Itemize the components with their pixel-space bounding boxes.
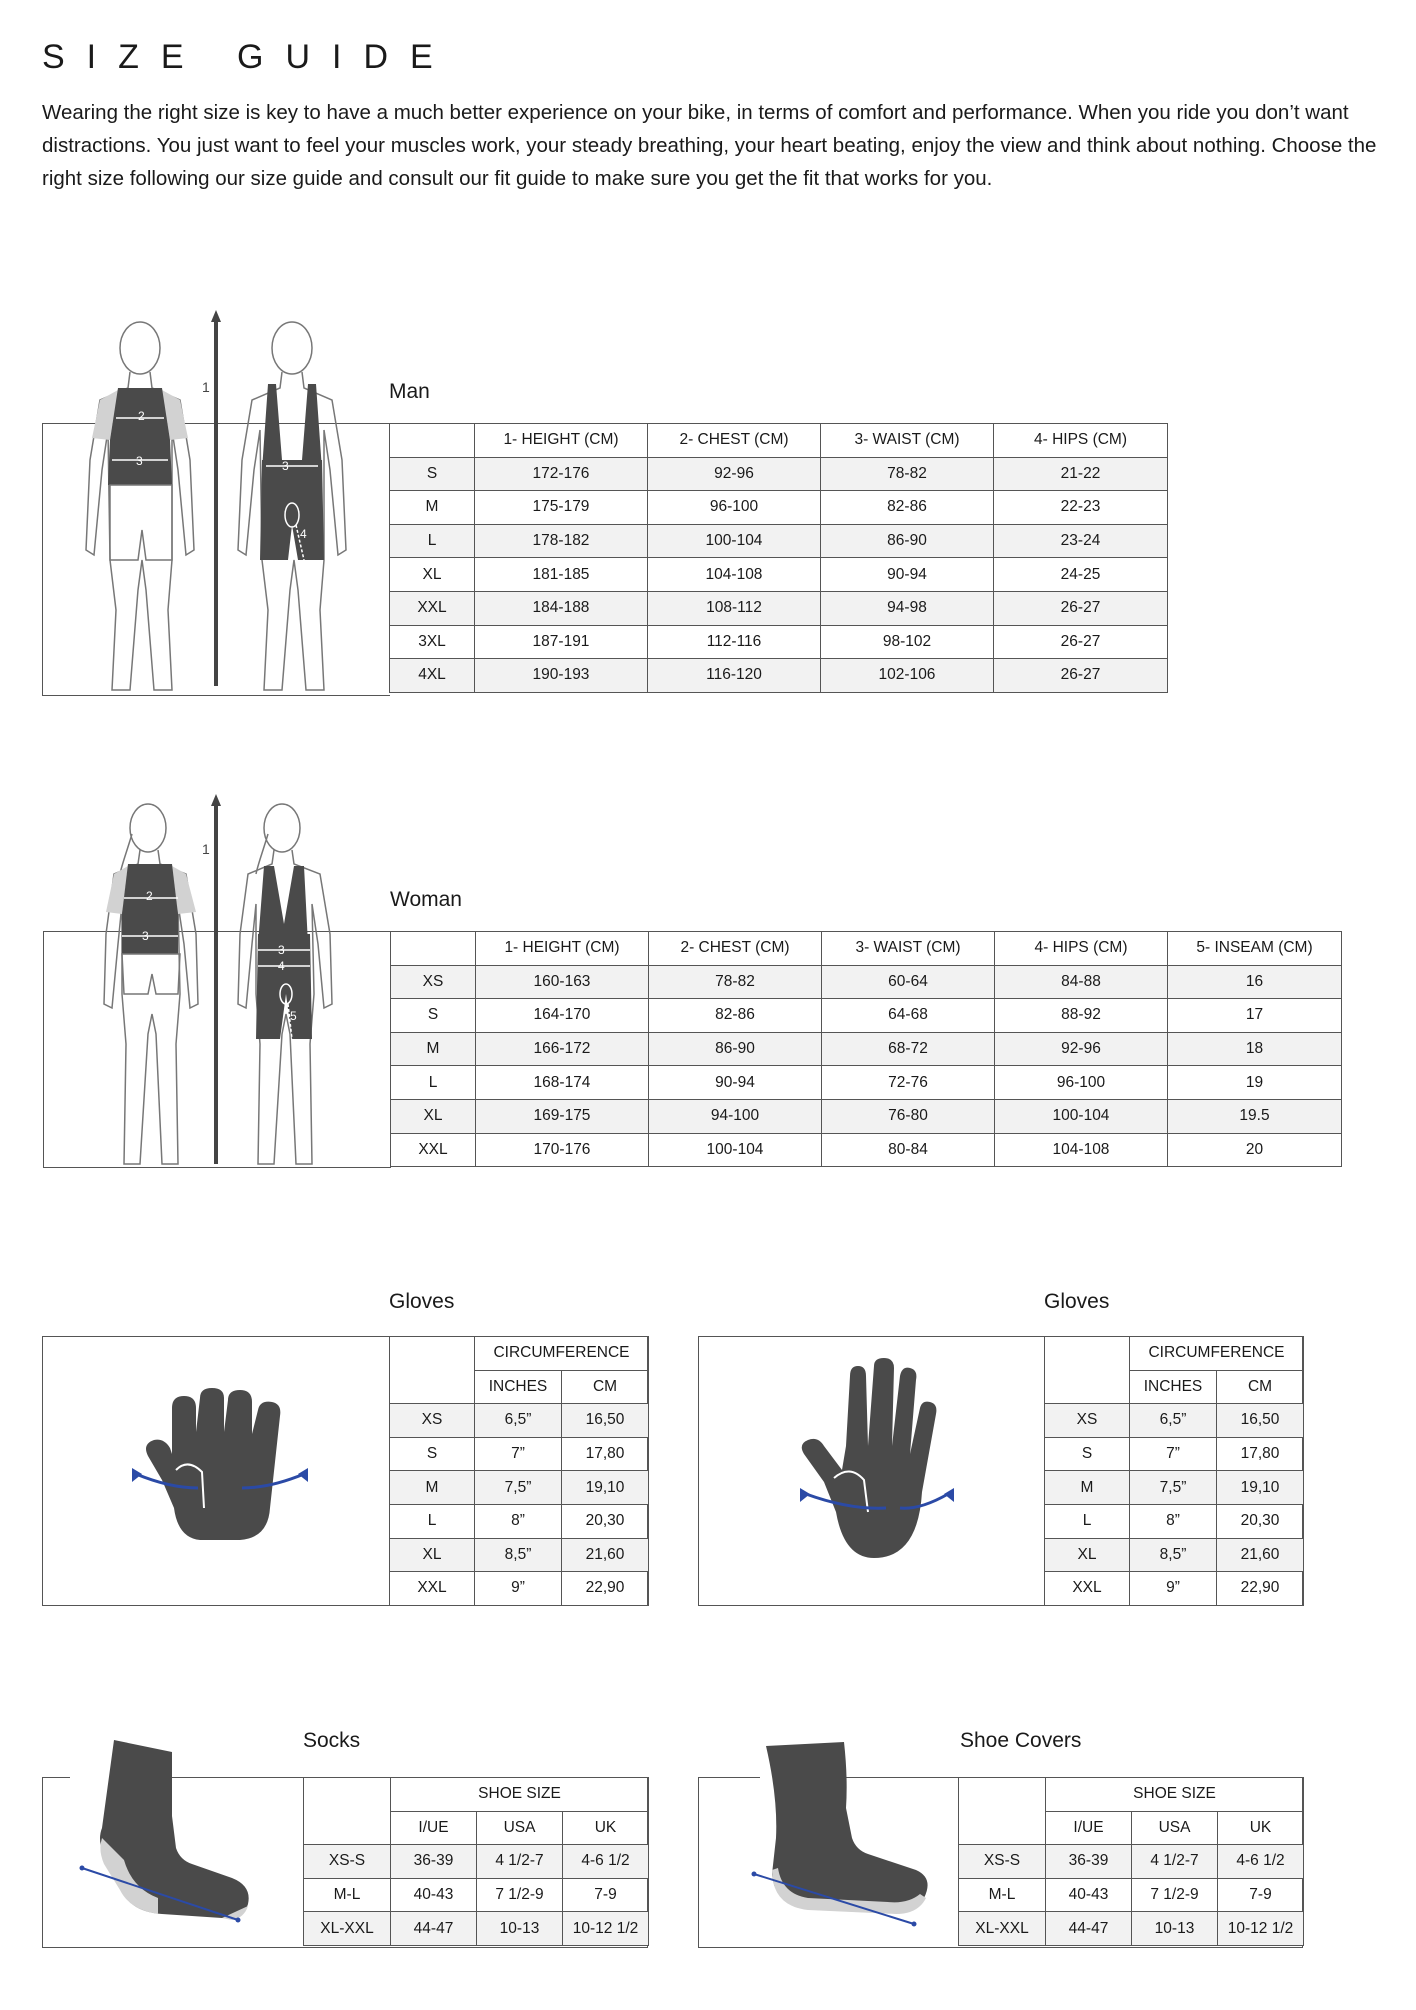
table-cell: 19,10	[562, 1471, 649, 1505]
table-row	[391, 999, 1342, 1033]
svg-text:3: 3	[136, 454, 143, 468]
table-row	[391, 1099, 1342, 1133]
table-cell: XS-S	[304, 1845, 391, 1879]
empty-cell	[959, 1778, 1046, 1845]
table-cell: 170-176	[476, 1133, 649, 1167]
table-row	[390, 1538, 649, 1572]
man-bib-straps	[262, 384, 322, 470]
table-header-row	[1045, 1337, 1304, 1371]
table-cell: XXL	[390, 591, 475, 625]
table-row	[1045, 1538, 1304, 1572]
table-cell: L	[391, 1066, 476, 1100]
table-cell: 94-98	[821, 591, 994, 625]
man-size-table	[389, 423, 1168, 693]
table-row	[390, 457, 1168, 491]
table-cell: 6,5”	[475, 1404, 562, 1438]
table-cell: XS	[391, 965, 476, 999]
column-header: I/UE	[1046, 1811, 1132, 1845]
group-header: CIRCUMFERENCE	[475, 1337, 649, 1371]
table-cell: 78-82	[821, 457, 994, 491]
table-cell: 22,90	[1217, 1572, 1304, 1606]
table-cell: XXL	[1045, 1572, 1130, 1606]
table-row	[390, 491, 1168, 525]
table-cell: 96-100	[995, 1066, 1168, 1100]
table-header-row	[391, 932, 1342, 966]
column-header: 4- HIPS (CM)	[995, 932, 1168, 966]
table-cell: 10-12 1/2	[563, 1912, 649, 1946]
table-cell: 187-191	[475, 625, 648, 659]
table-cell: 17,80	[1217, 1437, 1304, 1471]
table-cell: 16	[1168, 965, 1342, 999]
table-cell: L	[390, 524, 475, 558]
table-cell: 190-193	[475, 659, 648, 693]
table-cell: 44-47	[391, 1912, 477, 1946]
table-cell: 92-96	[648, 457, 821, 491]
table-cell: 172-176	[475, 457, 648, 491]
empty-cell	[304, 1778, 391, 1845]
table-cell: 86-90	[821, 524, 994, 558]
table-cell: 72-76	[822, 1066, 995, 1100]
table-cell: 7-9	[1218, 1878, 1304, 1912]
gloves-short-label: Gloves	[389, 1290, 455, 1313]
table-row	[390, 1471, 649, 1505]
shoe-covers-table	[958, 1777, 1304, 1946]
table-cell: 40-43	[1046, 1878, 1132, 1912]
column-header: 4- HIPS (CM)	[994, 424, 1168, 458]
table-cell: 17	[1168, 999, 1342, 1033]
table-cell: 60-64	[822, 965, 995, 999]
table-cell: M	[390, 491, 475, 525]
table-cell: 3XL	[390, 625, 475, 659]
table-cell: 4XL	[390, 659, 475, 693]
shoe-cover-icon	[748, 1738, 938, 1928]
table-cell: M-L	[959, 1878, 1046, 1912]
table-cell: S	[391, 999, 476, 1033]
group-header: CIRCUMFERENCE	[1130, 1337, 1304, 1371]
table-cell: 17,80	[562, 1437, 649, 1471]
table-cell: M	[391, 1032, 476, 1066]
table-cell: 86-90	[649, 1032, 822, 1066]
table-cell: 7”	[1130, 1437, 1217, 1471]
table-cell: 10-12 1/2	[1218, 1912, 1304, 1946]
full-finger-glove-icon	[790, 1362, 960, 1562]
table-cell: 82-86	[821, 491, 994, 525]
intro-paragraph: Wearing the right size is key to have a much better experience on your bike, in terms of comfort and performance. When you ride you don’t want distractions. You just want to feel your muscles work, your steady breathing, your heart beating, enjoy the view and think about nothing. Choose the right size following our size guide and consult our fit guide to make sure you get the fit that works for you.	[42, 101, 1377, 190]
empty-cell	[390, 1337, 475, 1404]
table-cell: 7 1/2-9	[1132, 1878, 1218, 1912]
table-row	[304, 1912, 649, 1946]
svg-text:3: 3	[142, 929, 149, 943]
table-cell: 82-86	[649, 999, 822, 1033]
svg-text:5: 5	[290, 1009, 297, 1023]
table-row	[959, 1845, 1304, 1879]
table-row	[1045, 1404, 1304, 1438]
table-header-row	[390, 1337, 649, 1371]
table-cell: 26-27	[994, 591, 1168, 625]
table-cell: 178-182	[475, 524, 648, 558]
table-row	[391, 1133, 1342, 1167]
group-header: SHOE SIZE	[391, 1778, 649, 1812]
table-cell: 116-120	[648, 659, 821, 693]
socks-label: Socks	[303, 1729, 361, 1752]
table-row	[1045, 1471, 1304, 1505]
table-cell: XS	[390, 1404, 475, 1438]
column-header: CM	[562, 1370, 649, 1404]
table-cell: 64-68	[822, 999, 995, 1033]
table-cell: XL-XXL	[959, 1912, 1046, 1946]
fingerless-glove-icon	[130, 1388, 310, 1548]
man-jersey	[108, 388, 172, 485]
table-cell: 9”	[1130, 1572, 1217, 1606]
table-cell: XL	[390, 1538, 475, 1572]
socks-table	[303, 1777, 649, 1946]
page-title: SIZE GUIDE	[42, 38, 455, 76]
table-cell: XL	[1045, 1538, 1130, 1572]
column-header: 3- WAIST (CM)	[822, 932, 995, 966]
table-cell: XL	[390, 558, 475, 592]
table-cell: 6,5”	[1130, 1404, 1217, 1438]
table-cell: 19.5	[1168, 1099, 1342, 1133]
table-cell: XXL	[391, 1133, 476, 1167]
table-cell: S	[390, 457, 475, 491]
table-cell: XL	[391, 1099, 476, 1133]
table-cell: 7,5”	[475, 1471, 562, 1505]
table-cell: 22,90	[562, 1572, 649, 1606]
svg-text:2: 2	[138, 409, 145, 423]
man-label: Man	[389, 380, 430, 403]
column-header: INCHES	[1130, 1370, 1217, 1404]
table-row	[304, 1845, 649, 1879]
table-cell: 8,5”	[475, 1538, 562, 1572]
table-cell: 100-104	[995, 1099, 1168, 1133]
woman-size-table	[390, 931, 1342, 1167]
group-header: SHOE SIZE	[1046, 1778, 1304, 1812]
table-cell: 10-13	[1132, 1912, 1218, 1946]
table-cell: 36-39	[1046, 1845, 1132, 1879]
table-cell: L	[1045, 1504, 1130, 1538]
table-cell: 166-172	[476, 1032, 649, 1066]
svg-text:1: 1	[202, 841, 210, 857]
svg-text:4: 4	[278, 959, 285, 973]
table-cell: 21,60	[562, 1538, 649, 1572]
table-cell: 98-102	[821, 625, 994, 659]
column-header: USA	[1132, 1811, 1218, 1845]
table-cell: 26-27	[994, 659, 1168, 693]
table-cell: 100-104	[649, 1133, 822, 1167]
table-row	[390, 558, 1168, 592]
table-row	[390, 1504, 649, 1538]
table-cell: 104-108	[648, 558, 821, 592]
table-cell: 181-185	[475, 558, 648, 592]
gloves-short-table	[389, 1336, 649, 1606]
column-header: UK	[563, 1811, 649, 1845]
table-cell: 8”	[1130, 1504, 1217, 1538]
table-row	[390, 524, 1168, 558]
svg-text:3: 3	[278, 943, 285, 957]
column-header: I/UE	[391, 1811, 477, 1845]
table-cell: 4 1/2-7	[1132, 1845, 1218, 1879]
table-cell: 20,30	[1217, 1504, 1304, 1538]
table-row	[390, 591, 1168, 625]
table-header-row	[390, 424, 1168, 458]
table-cell: 96-100	[648, 491, 821, 525]
table-row	[959, 1912, 1304, 1946]
table-cell: 108-112	[648, 591, 821, 625]
table-row	[391, 965, 1342, 999]
table-row	[391, 1032, 1342, 1066]
table-cell: 68-72	[822, 1032, 995, 1066]
table-cell: 20	[1168, 1133, 1342, 1167]
table-cell: 4-6 1/2	[563, 1845, 649, 1879]
column-header: CM	[1217, 1370, 1304, 1404]
table-cell: 23-24	[994, 524, 1168, 558]
shoe-covers-label: Shoe Covers	[960, 1729, 1082, 1752]
table-cell: 21,60	[1217, 1538, 1304, 1572]
table-header-row	[959, 1778, 1304, 1812]
table-cell: 164-170	[476, 999, 649, 1033]
table-cell: M	[1045, 1471, 1130, 1505]
table-cell: 84-88	[995, 965, 1168, 999]
table-row	[390, 1437, 649, 1471]
table-row	[390, 625, 1168, 659]
table-row	[304, 1878, 649, 1912]
table-cell: 7 1/2-9	[477, 1878, 563, 1912]
table-row	[1045, 1437, 1304, 1471]
table-cell: 88-92	[995, 999, 1168, 1033]
column-header: 5- INSEAM (CM)	[1168, 932, 1342, 966]
table-cell: 100-104	[648, 524, 821, 558]
table-row	[390, 1572, 649, 1606]
table-row	[390, 659, 1168, 693]
table-cell: 160-163	[476, 965, 649, 999]
table-cell: 76-80	[822, 1099, 995, 1133]
table-cell: 40-43	[391, 1878, 477, 1912]
table-cell: 92-96	[995, 1032, 1168, 1066]
gloves-long-label: Gloves	[1044, 1290, 1110, 1313]
svg-text:3: 3	[282, 459, 289, 473]
column-header: 2- CHEST (CM)	[648, 424, 821, 458]
column-header: UK	[1218, 1811, 1304, 1845]
table-cell: 168-174	[476, 1066, 649, 1100]
man-bib-shorts	[260, 460, 324, 560]
table-row	[390, 1404, 649, 1438]
table-cell: 36-39	[391, 1845, 477, 1879]
table-cell: 44-47	[1046, 1912, 1132, 1946]
table-cell: 90-94	[649, 1066, 822, 1100]
table-row	[391, 1066, 1342, 1100]
gloves-long-table	[1044, 1336, 1304, 1606]
table-cell: 7-9	[563, 1878, 649, 1912]
table-cell: XXL	[390, 1572, 475, 1606]
column-header: INCHES	[475, 1370, 562, 1404]
empty-cell	[1045, 1337, 1130, 1404]
table-cell: 7”	[475, 1437, 562, 1471]
table-cell: 22-23	[994, 491, 1168, 525]
svg-text:1: 1	[202, 379, 210, 395]
table-row	[959, 1878, 1304, 1912]
woman-label: Woman	[390, 888, 462, 911]
column-header: USA	[477, 1811, 563, 1845]
table-cell: M-L	[304, 1878, 391, 1912]
table-cell: L	[390, 1504, 475, 1538]
woman-figure-illustration	[98, 794, 388, 1168]
table-row	[1045, 1504, 1304, 1538]
column-header: 3- WAIST (CM)	[821, 424, 994, 458]
table-cell: 169-175	[476, 1099, 649, 1133]
column-header: 2- CHEST (CM)	[649, 932, 822, 966]
table-cell: 112-116	[648, 625, 821, 659]
table-cell: 7,5”	[1130, 1471, 1217, 1505]
table-cell: 4-6 1/2	[1218, 1845, 1304, 1879]
table-cell: S	[390, 1437, 475, 1471]
table-cell: 26-27	[994, 625, 1168, 659]
table-cell: 18	[1168, 1032, 1342, 1066]
table-cell: XS-S	[959, 1845, 1046, 1879]
table-cell: 184-188	[475, 591, 648, 625]
table-cell: 90-94	[821, 558, 994, 592]
sock-icon	[72, 1738, 262, 1928]
table-cell: 19,10	[1217, 1471, 1304, 1505]
column-header: 1- HEIGHT (CM)	[475, 424, 648, 458]
table-cell: 16,50	[562, 1404, 649, 1438]
table-cell: S	[1045, 1437, 1130, 1471]
empty-cell	[391, 932, 476, 966]
table-row	[1045, 1572, 1304, 1606]
table-cell: 78-82	[649, 965, 822, 999]
table-cell: 175-179	[475, 491, 648, 525]
svg-text:4: 4	[300, 527, 307, 541]
table-header-row	[304, 1778, 649, 1812]
woman-jersey	[122, 864, 178, 954]
table-cell: 8,5”	[1130, 1538, 1217, 1572]
table-cell: XL-XXL	[304, 1912, 391, 1946]
table-cell: 9”	[475, 1572, 562, 1606]
column-header: 1- HEIGHT (CM)	[476, 932, 649, 966]
table-cell: 8”	[475, 1504, 562, 1538]
table-cell: 19	[1168, 1066, 1342, 1100]
table-cell: 80-84	[822, 1133, 995, 1167]
man-figure-illustration	[60, 310, 380, 696]
table-cell: 21-22	[994, 457, 1168, 491]
table-cell: 24-25	[994, 558, 1168, 592]
woman-bib-straps	[258, 866, 308, 944]
svg-text:2: 2	[146, 889, 153, 903]
table-cell: 10-13	[477, 1912, 563, 1946]
table-cell: 4 1/2-7	[477, 1845, 563, 1879]
table-cell: 102-106	[821, 659, 994, 693]
table-cell: 104-108	[995, 1133, 1168, 1167]
table-cell: M	[390, 1471, 475, 1505]
table-cell: 94-100	[649, 1099, 822, 1133]
table-cell: 20,30	[562, 1504, 649, 1538]
table-cell: XS	[1045, 1404, 1130, 1438]
empty-cell	[390, 424, 475, 458]
table-cell: 16,50	[1217, 1404, 1304, 1438]
